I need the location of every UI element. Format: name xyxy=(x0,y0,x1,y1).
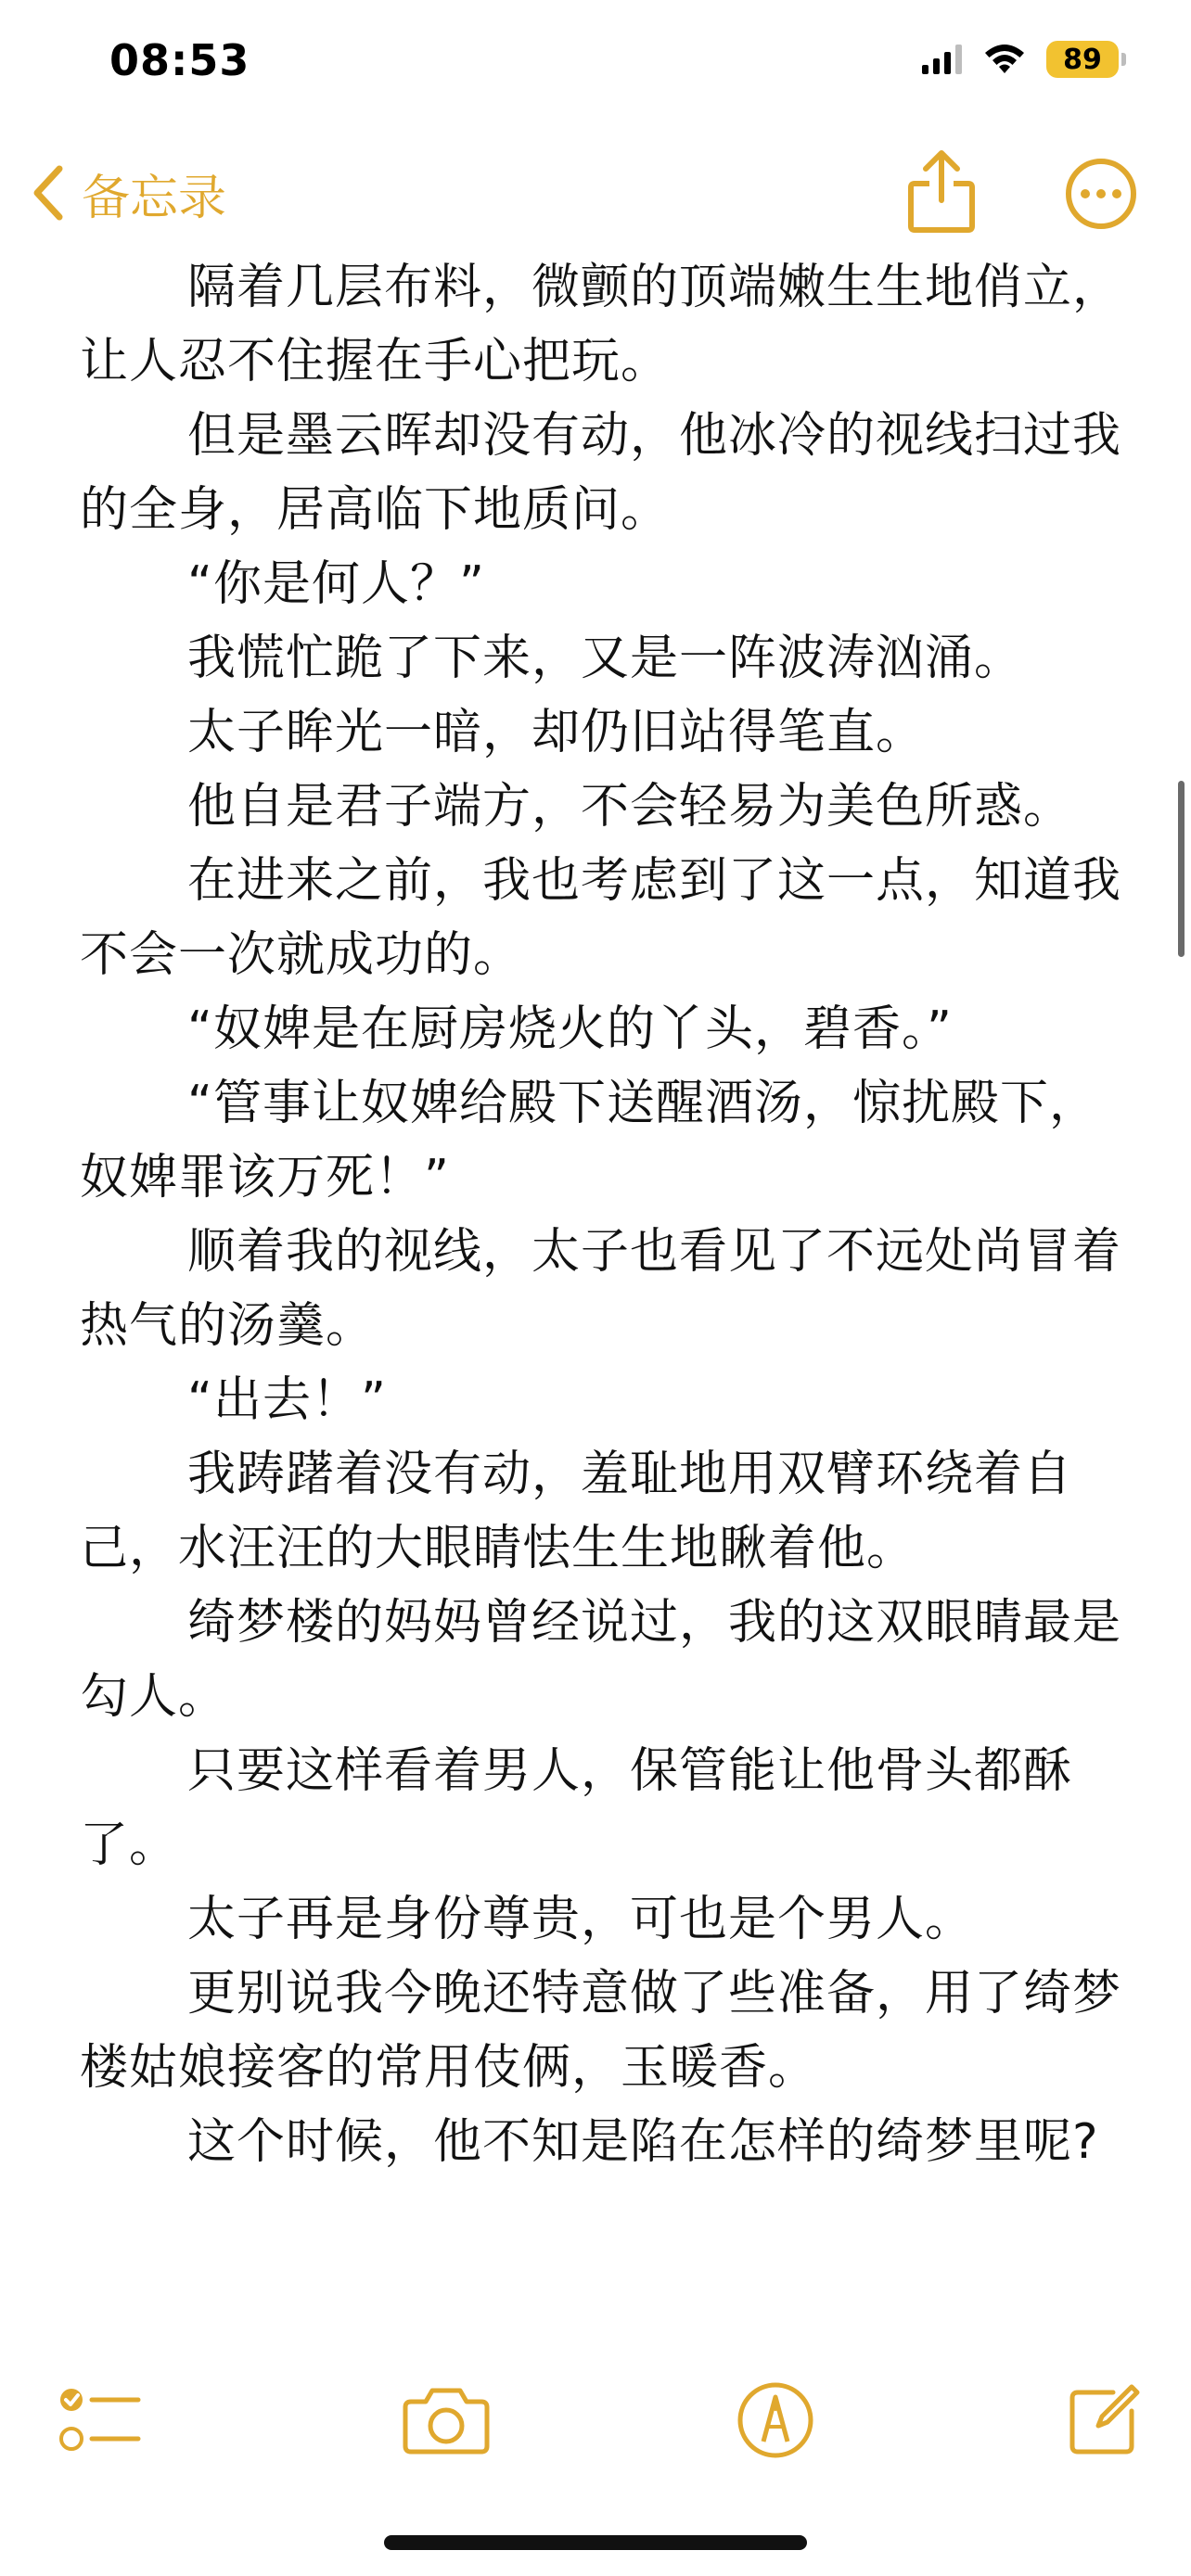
status-icons xyxy=(922,41,1126,78)
note-body[interactable] xyxy=(80,250,1128,2179)
signal-icon xyxy=(922,45,963,74)
note-paragraph: “奴婢是在厨房烧火的丫头，碧香。” xyxy=(187,1001,953,1057)
note-paragraph: 太子再是身份尊贵，可也是个男人。 xyxy=(187,1892,975,1947)
note-paragraph: “管事让奴婢给殿下送醒酒汤，惊扰殿下，奴婢罪该万死！” xyxy=(80,1076,1098,1205)
note-paragraph: 我慌忙跪了下来，又是一阵波涛汹涌。 xyxy=(187,631,1024,686)
checklist-icon xyxy=(58,2383,142,2457)
battery-icon xyxy=(1046,41,1126,78)
battery-cap xyxy=(1121,53,1126,66)
home-indicator[interactable] xyxy=(384,2535,807,2550)
compose-button[interactable] xyxy=(1057,2374,1150,2467)
note-paragraph: 太子眸光一暗，却仍旧站得笔直。 xyxy=(187,705,926,760)
nav-bar xyxy=(0,139,1191,250)
note-paragraph: “出去！” xyxy=(187,1372,387,1428)
camera-icon xyxy=(402,2385,491,2455)
more-button[interactable] xyxy=(1065,158,1137,230)
note-paragraph: 但是墨云晖却没有动，他冰冷的视线扫过我的全身，居高临下地质问。 xyxy=(80,408,1122,538)
note-paragraph: 绮梦楼的妈妈曾经说过，我的这双眼睛最是勾人。 xyxy=(80,1595,1122,1725)
note-paragraph: “你是何人？” xyxy=(187,556,485,612)
battery-level: 89 xyxy=(1046,41,1119,78)
share-icon xyxy=(900,147,983,236)
note-paragraph: 我踌躇着没有动，羞耻地用双臂环绕着自己，水汪汪的大眼睛怯生生地瞅着他。 xyxy=(80,1447,1073,1576)
compose-icon xyxy=(1065,2381,1143,2459)
scroll-indicator[interactable] xyxy=(1178,781,1185,957)
chevron-left-icon xyxy=(32,163,65,223)
back-label: 备忘录 xyxy=(82,170,227,226)
note-paragraph: 更别说我今晚还特意做了些准备，用了绮梦楼姑娘接客的常用伎俩，玉暖香。 xyxy=(80,1966,1122,2096)
checklist-button[interactable] xyxy=(54,2374,147,2467)
note-paragraph: 只要这样看着男人，保管能让他骨头都酥了。 xyxy=(80,1743,1073,1873)
markup-button[interactable] xyxy=(729,2374,822,2467)
note-paragraph: 顺着我的视线，太子也看见了不远处尚冒着热气的汤羹。 xyxy=(80,1224,1122,1354)
note-paragraph: 他自是君子端方，不会轻易为美色所惑。 xyxy=(187,779,1073,835)
bottom-toolbar xyxy=(0,2374,1191,2467)
more-icon xyxy=(1065,158,1137,230)
back-button[interactable] xyxy=(32,156,226,230)
wifi-icon xyxy=(983,44,1026,75)
status-bar xyxy=(0,0,1191,139)
camera-button[interactable] xyxy=(395,2374,497,2467)
note-paragraph: 这个时候，他不知是陷在怎样的绮梦里呢? xyxy=(187,2114,1099,2170)
markup-icon xyxy=(736,2380,815,2460)
status-time: 08:53 xyxy=(109,35,250,85)
note-paragraph: 隔着几层布料，微颤的顶端嫩生生地俏立，让人忍不住握在手心把玩。 xyxy=(80,260,1122,389)
note-paragraph: 在进来之前，我也考虑到了这一点，知道我不会一次就成功的。 xyxy=(80,853,1122,983)
share-button[interactable] xyxy=(900,147,983,236)
